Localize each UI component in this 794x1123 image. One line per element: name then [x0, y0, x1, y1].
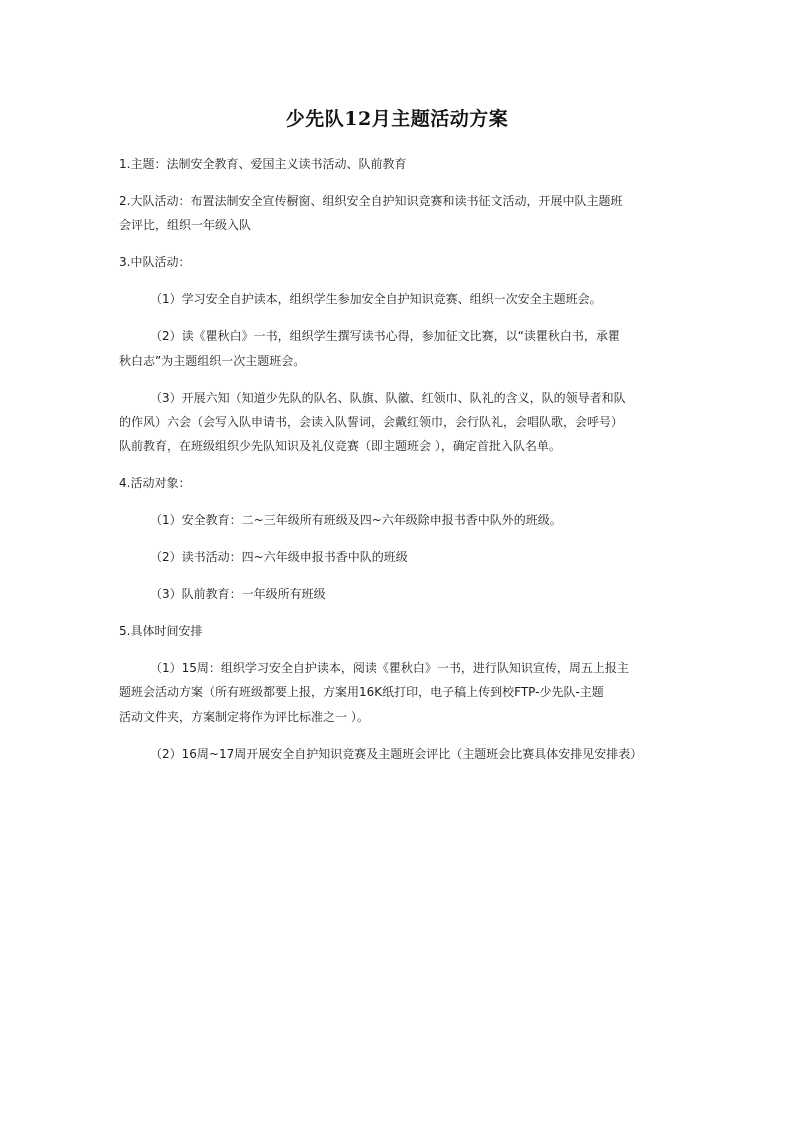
item-3-heading: 3.中队活动：: [119, 255, 191, 269]
item-4-sub-2: （2）读书活动：四~六年级申报书香中队的班级: [150, 550, 408, 564]
document-title: 少先队12月主题活动方案: [285, 108, 509, 130]
item-1: 1.主题：法制安全教育、爱国主义读书活动、队前教育: [119, 157, 407, 171]
item-4-sub-3: （3）队前教育：一年级所有班级: [150, 587, 326, 601]
item-3-sub-3-line-3: 队前教育，在班级组织少先队知识及礼仪竞赛（即主题班会 ），确定首批入队名单。: [119, 439, 561, 453]
item-3-sub-3-line-2: 的作风）六会（会写入队申请书，会读入队誓词，会戴红领巾，会行队礼，会唱队歌，会呼号）: [119, 415, 624, 429]
item-5-sub-1-line-3: 活动文件夹，方案制定将作为评比标准之一 ）。: [119, 710, 369, 724]
item-3-sub-3-line-1: （3）开展六知（知道少先队的队名、队旗、队徽、红领巾、队礼的含义，队的领导者和队: [150, 391, 626, 405]
item-5-heading: 5.具体时间安排: [119, 624, 203, 638]
item-2-line-2: 会评比，组织一年级入队: [119, 218, 252, 232]
item-5-sub-1-line-1: （1）15周：组织学习安全自护读本，阅读《瞿秋白》一书，进行队知识宣传，周五上报主: [150, 661, 629, 675]
item-3-sub-2-line-2: 秋白志”为主题组织一次主题班会。: [119, 354, 306, 368]
item-5-sub-1-line-2: 题班会活动方案（所有班级都要上报，方案用16K纸打印，电子稿上传到校FTP-少先队-主题: [119, 685, 604, 699]
item-4-sub-1: （1）安全教育：二~三年级所有班级及四~六年级除申报书香中队外的班级。: [150, 513, 562, 527]
item-2-line-1: 2.大队活动：布置法制安全宣传橱窗、组织安全自护知识竞赛和读书征文活动，开展中队主题班: [119, 194, 623, 208]
item-5-sub-2: （2）16周~17周开展安全自护知识竞赛及主题班会评比（主题班会比赛具体安排见安排表）: [150, 747, 643, 761]
item-3-sub-1: （1）学习安全自护读本，组织学生参加安全自护知识竞赛、组织一次安全主题班会。: [150, 292, 602, 306]
item-4-heading: 4.活动对象：: [119, 476, 191, 490]
item-3-sub-2-line-1: （2）读《瞿秋白》一书，组织学生撰写读书心得，参加征文比赛，以“读瞿秋白书，承瞿: [150, 329, 620, 343]
